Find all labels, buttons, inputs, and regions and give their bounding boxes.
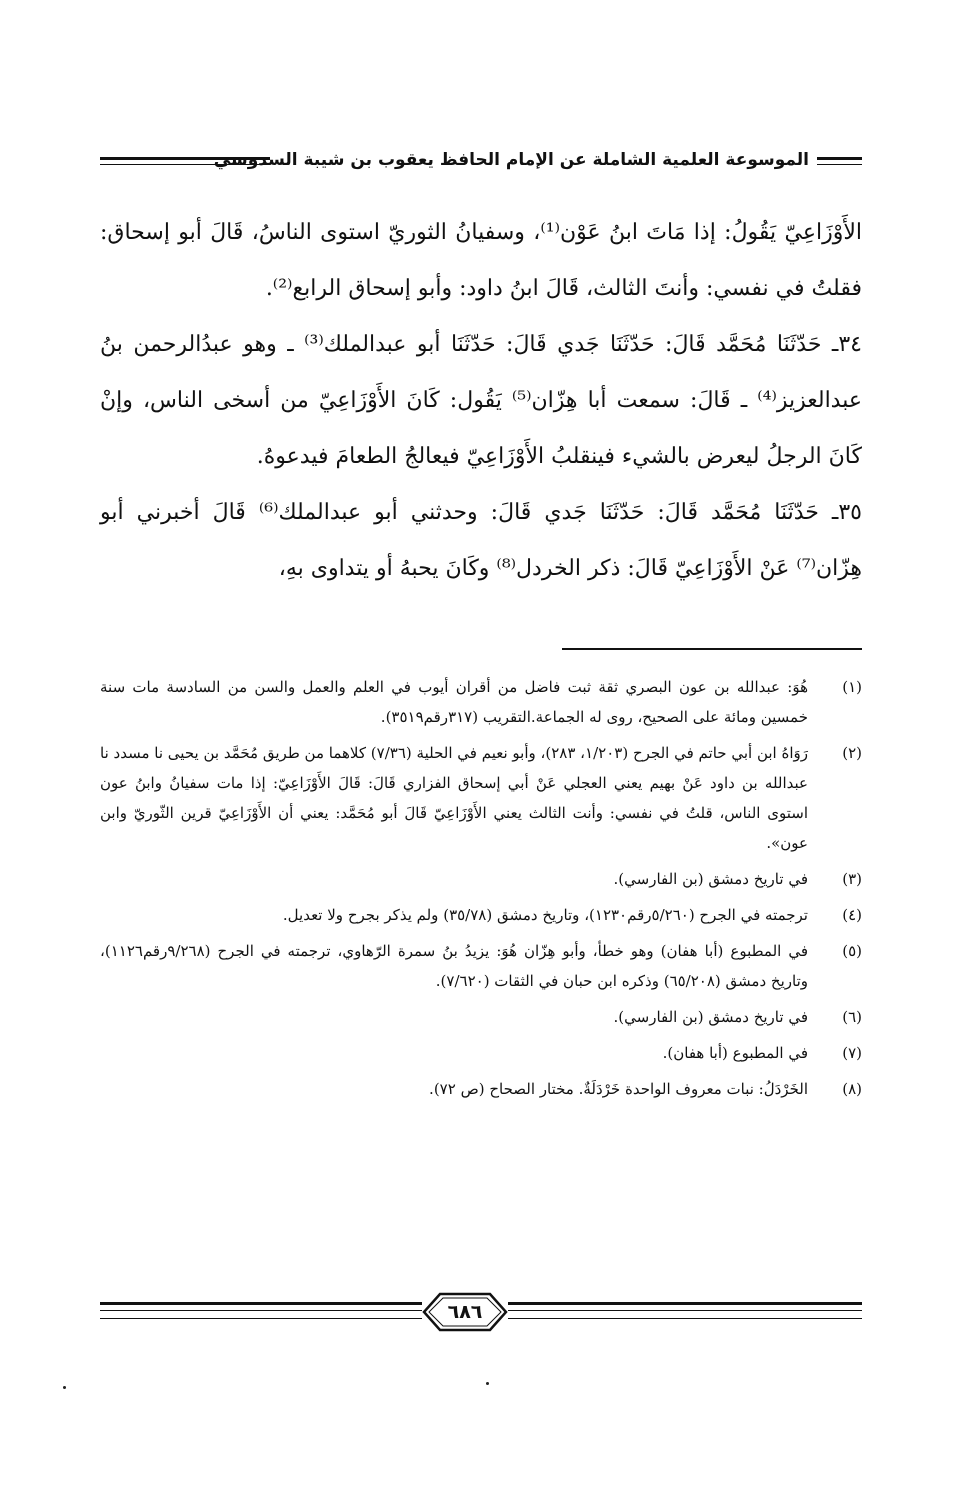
footnote bbox=[100, 1074, 862, 1104]
footnote-text: في تاريخ دمشق (بن الفارسي). bbox=[613, 1008, 808, 1026]
footnote bbox=[100, 672, 862, 732]
scan-speck bbox=[486, 1382, 489, 1385]
footnote-text: في المطبوع (أبا هفان). bbox=[662, 1044, 808, 1062]
footnote-text: الخَرْدَلُ: نبات معروف الواحدة خَرْدَلَةٌ. مختار الصحاح (ص ٧٢). bbox=[429, 1080, 808, 1098]
main-text bbox=[100, 205, 862, 597]
paragraph-35: ٣٥ـ حَدّثَنَا مُحَمَّد قَالَ: حَدّثَنَا جَدي قَالَ: وحدثني أبو عبدالملك⁽⁶⁾ قَالَ أخبرني أبو هِزّان⁽⁷⁾ عَنْ الأَوْزَاعِيّ قَالَ: ذكر الخردل⁽⁸⁾ وكَانَ يحبهُ أو يتداوى بهِ، bbox=[100, 500, 862, 581]
header-rule-right bbox=[817, 157, 862, 165]
footnote-text: ترجمته في الجرح (٥/٢٦٠رقم١٢٣٠)، وتاريخ دمشق (٣٥/٧٨) ولم يذكر بجرح ولا تعديل. bbox=[282, 906, 808, 924]
footnote bbox=[100, 1002, 862, 1032]
page-footer bbox=[100, 1290, 862, 1340]
footnote-text: رَوَاهُ ابن أبي حاتم في الجرح (١/٢٠٣، ٢٨٣)، وأبو نعيم في الحلية (٧/٣٦) كلاهما من طريق مُحَمَّد بن يحيى نا مسدد نا عبدالله بن داود عَنْ بهيم يعني العجلي عَنْ أبي إسحاق الفزاري قَالَ: قَالَ الأَوْزَاعِيّ: إذا مات سفيانُ وابنُ عون استوى الناس، قلتُ في نفسي: وأنت الثالث يعني الأَوْزَاعِيّ قَالَ أبو مُحَمَّد: يعني أن الأَوْزَاعِيّ قرين الثّوريّ وابن عون». bbox=[100, 744, 809, 852]
footnote bbox=[100, 1038, 862, 1068]
page-number: ٦٨٦ bbox=[447, 1301, 483, 1323]
paragraph-34: ٣٤ـ حَدّثَنَا مُحَمَّد قَالَ: حَدّثَنَا جَدي قَالَ: حَدّثَنَا أبو عبدالملك⁽³⁾ ـ وهو عبدُالرحمن بنُ عبدالعزيز⁽⁴⁾ ـ قَالَ: سمعت أبا هِزّان⁽⁵⁾ يَقُول: كَانَ الأَوْزَاعِيّ من أسخى الناس، وإنْ كَانَ الرجلُ ليعرض بالشيء فينقلبُ الأَوْزَاعِيّ فيعالجُ الطعامَ فيدعوهُ. bbox=[100, 332, 862, 469]
header-title: الموسوعة العلمية الشاملة عن الإمام الحافظ يعقوب بن شيبة السدوسي bbox=[206, 148, 817, 172]
footnotes bbox=[100, 672, 862, 1110]
footnote-number: (٦) bbox=[842, 1008, 862, 1026]
paragraph-continuation: الأَوْزَاعِيّ يَقُولُ: إذا مَاتَ ابنُ عَوْن⁽¹⁾، وسفيانُ الثوريّ استوى الناسُ، قَالَ أبو إسحاق: فقلتُ في نفسي: وأنتَ الثالث، قَالَ ابنُ داود: وأبو إسحاق الرابع⁽²⁾. bbox=[100, 220, 862, 301]
footnote bbox=[100, 738, 862, 858]
footnote-text: في المطبوع (أبا هفان) وهو خطأ، وأبو هِزّان هُوَ: يزيدُ بنُ سمرة الرّهاوي، ترجمته في الجرح (٩/٢٦٨رقم١١٢٦)، وتاريخ دمشق (٦٥/٢٠٨) وذكره ابن حبان في الثقات (٧/٦٢٠). bbox=[100, 942, 808, 990]
footnote-number: (٧) bbox=[842, 1044, 862, 1062]
footnote bbox=[100, 864, 862, 894]
footnote-number: (٨) bbox=[842, 1080, 862, 1098]
footnote-separator bbox=[562, 648, 862, 650]
footnote-text: في تاريخ دمشق (بن الفارسي). bbox=[613, 870, 808, 888]
scan-speck bbox=[63, 1386, 66, 1389]
footnote-number: (١) bbox=[842, 678, 862, 696]
footnote-number: (٥) bbox=[842, 942, 862, 960]
footnote-number: (٢) bbox=[842, 744, 862, 762]
footnote-number: (٣) bbox=[842, 870, 862, 888]
running-header bbox=[100, 148, 862, 182]
footnote-text: هُوَ: عبدالله بن عون البصري ثقة ثبت فاضل من أقران أيوب في العلم والعمل والسن من السادسة مات سنة خمسين ومائة على الصحيح، روى له الجماعة.التقريب (٣١٧رقم٣٥١٩). bbox=[100, 678, 808, 726]
footnote bbox=[100, 936, 862, 996]
footnote bbox=[100, 900, 862, 930]
header-rule-left bbox=[100, 157, 270, 165]
page-number-badge bbox=[422, 1292, 508, 1332]
footnote-number: (٤) bbox=[842, 906, 862, 924]
